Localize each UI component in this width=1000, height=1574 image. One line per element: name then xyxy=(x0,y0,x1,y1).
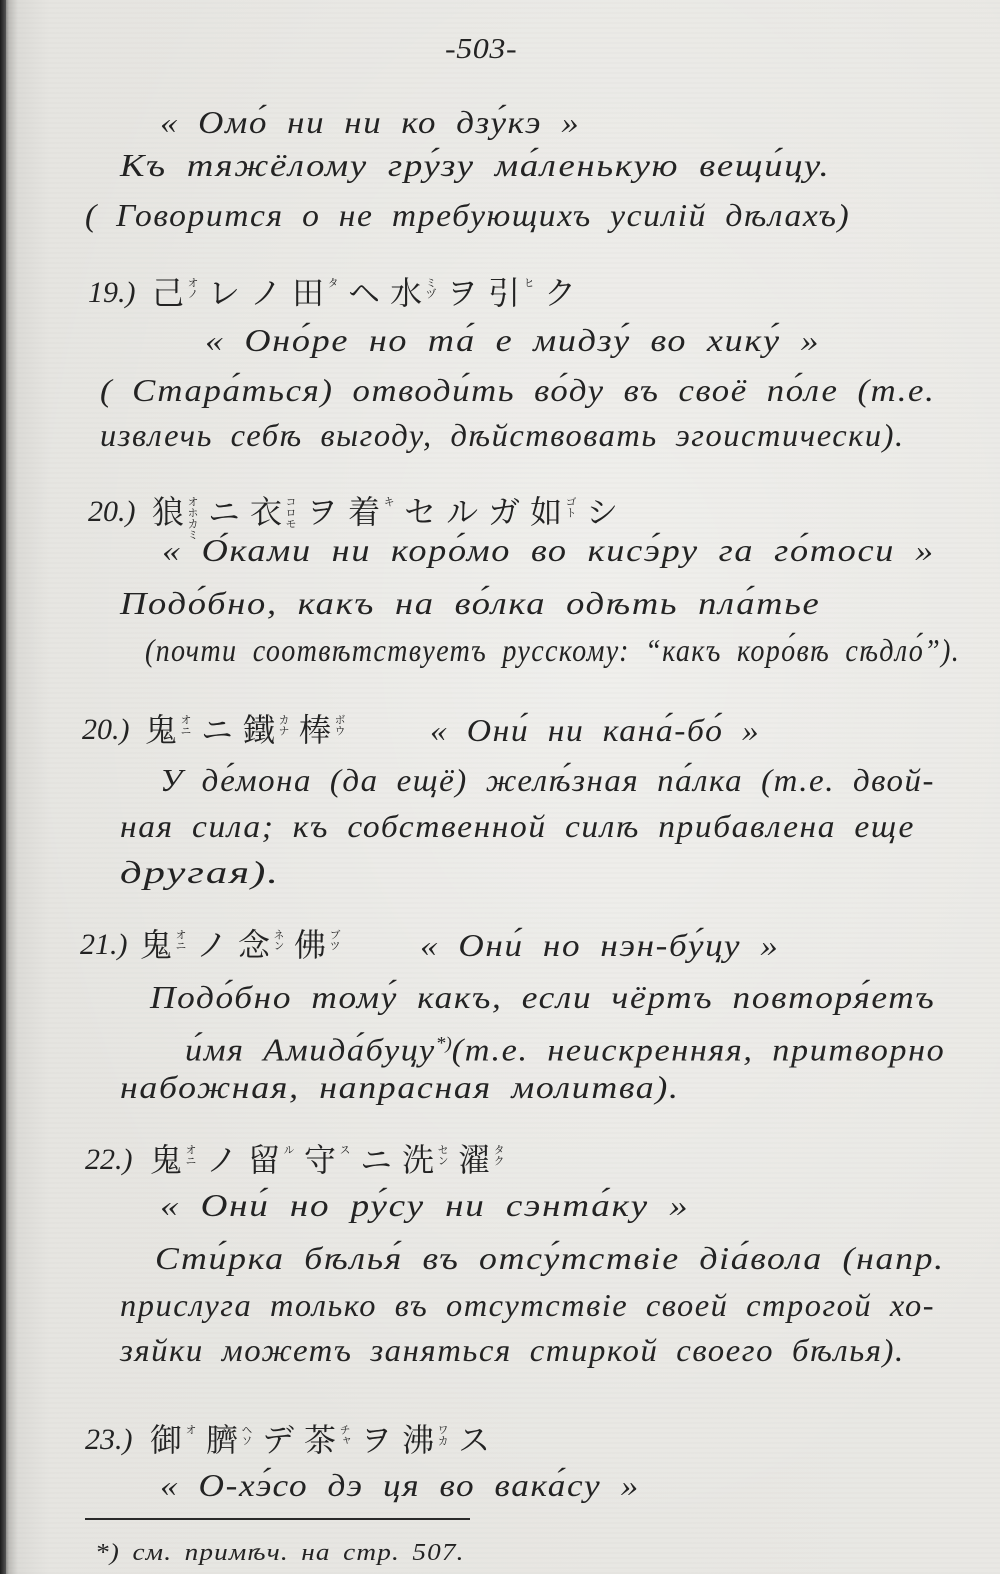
japanese-token xyxy=(402,1140,448,1180)
translation-line: Подо́бно тому́ какъ, если чёртъ повторя́етъ xyxy=(150,979,936,1015)
japanese-glyph: 臍 xyxy=(206,1421,239,1459)
furigana: オニ xyxy=(174,929,188,951)
furigana: オホカミ xyxy=(186,496,200,540)
japanese-token xyxy=(250,273,282,313)
proverb-reading: « О-хэ́со дэ ця во вака́су » xyxy=(160,1467,640,1503)
proverb-reading: « Они́ ни кана́-бо́ » xyxy=(430,712,761,748)
japanese-glyph: 鬼 xyxy=(150,1141,183,1179)
furigana: キ xyxy=(382,496,396,507)
proverb-reading: « Омо́ ни ни ко дзу́кэ » xyxy=(160,104,581,140)
japanese-glyph: 守 xyxy=(304,1141,337,1179)
japanese-token xyxy=(488,273,534,313)
entry-number: 23.) xyxy=(85,1423,133,1456)
translation-line: извлечь себѣ выгоду, дѣйствовать эгоистически). xyxy=(100,417,905,453)
translation-text: и́мя Амида́буцу xyxy=(185,1031,436,1068)
japanese-glyph: ク xyxy=(544,274,577,312)
japanese-glyph: レ xyxy=(208,274,241,312)
japanese-token xyxy=(238,925,284,965)
japanese-glyph: ガ xyxy=(488,493,521,531)
furigana: コロモ xyxy=(284,496,298,529)
furigana: ボウ xyxy=(333,714,347,736)
translation-line: Къ тяжёлому гру́зу ма́ленькую вещи́цу. xyxy=(120,147,831,183)
japanese-token xyxy=(360,1140,392,1180)
japanese-glyph: ニ xyxy=(201,711,234,749)
proverb-reading: « Они́ но ру́су ни сэнта́ку » xyxy=(160,1187,690,1223)
footnote-mark: *) xyxy=(95,1540,120,1566)
translation-line: зяйки можетъ заняться стиркой своего бѣлья). xyxy=(120,1332,905,1368)
japanese-glyph: ヲ xyxy=(446,274,479,312)
translation-line xyxy=(185,1023,945,1070)
japanese-glyph: セ xyxy=(404,493,437,531)
japanese-token xyxy=(243,710,289,750)
footnote-rule xyxy=(85,1518,470,1520)
japanese-token xyxy=(390,273,436,313)
page-number: -503- xyxy=(445,34,518,65)
japanese-glyph: ル xyxy=(446,493,479,531)
japanese-glyph: ノ xyxy=(250,274,283,312)
japanese-token xyxy=(208,492,240,532)
footnote xyxy=(95,1538,465,1568)
furigana: ル xyxy=(282,1144,296,1155)
japanese-proverb xyxy=(140,925,350,985)
furigana: ワカ xyxy=(436,1424,450,1446)
japanese-token xyxy=(206,1140,238,1180)
translation-text: (т.е. неискренняя, притворно xyxy=(451,1031,946,1068)
japanese-token xyxy=(530,492,576,532)
japanese-glyph: 茶 xyxy=(304,1421,337,1459)
japanese-token xyxy=(458,1420,490,1460)
japanese-glyph: ス xyxy=(458,1421,491,1459)
furigana: ゴト xyxy=(564,496,578,518)
japanese-glyph: 衣 xyxy=(250,493,283,531)
japanese-token xyxy=(586,492,618,532)
furigana: ネン xyxy=(272,929,286,951)
translation-line: ная сила; къ собственной силѣ прибавлена еще xyxy=(120,808,915,844)
translation-line: Сти́рка бѣлья́ въ отсу́тствіе діа́вола (напр. xyxy=(155,1240,945,1276)
japanese-glyph: 濯 xyxy=(458,1141,491,1179)
japanese-token xyxy=(150,1140,196,1180)
japanese-glyph: 鐵 xyxy=(243,711,276,749)
japanese-glyph: 着 xyxy=(348,493,381,531)
japanese-token xyxy=(306,492,338,532)
japanese-token xyxy=(446,273,478,313)
entry-number: 19.) xyxy=(88,276,136,309)
furigana: カナ xyxy=(277,714,291,736)
furigana: オ xyxy=(184,1424,198,1435)
furigana: オニ xyxy=(184,1144,198,1166)
japanese-glyph: 狼 xyxy=(152,493,185,531)
japanese-glyph: 田 xyxy=(292,274,325,312)
furigana: ブツ xyxy=(328,929,342,951)
japanese-glyph: ノ xyxy=(206,1141,239,1179)
japanese-token xyxy=(292,273,338,313)
japanese-token xyxy=(208,273,240,313)
japanese-token xyxy=(150,1420,196,1460)
japanese-glyph: 御 xyxy=(150,1421,183,1459)
japanese-glyph: 水 xyxy=(390,274,423,312)
japanese-glyph: 沸 xyxy=(402,1421,435,1459)
japanese-glyph: ヘ xyxy=(348,274,381,312)
translation-line: Подо́бно, какъ на во́лка одѣть пла́тье xyxy=(120,585,821,621)
footnote-text: см. примѣч. на стр. 507. xyxy=(132,1540,465,1566)
japanese-glyph: 己 xyxy=(152,274,185,312)
japanese-token xyxy=(402,1420,448,1460)
japanese-token xyxy=(404,492,436,532)
japanese-glyph: 棒 xyxy=(299,711,332,749)
japanese-glyph: ニ xyxy=(360,1141,393,1179)
japanese-token xyxy=(140,925,186,965)
translation-line: ( Говорится о не требующихъ усилій дѣлахъ) xyxy=(85,197,851,233)
japanese-glyph: シ xyxy=(586,493,619,531)
japanese-glyph: 鬼 xyxy=(145,711,178,749)
translation-line: У де́мона (да ещё) желѣ́зная па́лка (т.е. двой- xyxy=(160,762,935,798)
japanese-token xyxy=(304,1140,350,1180)
japanese-token xyxy=(458,1140,504,1180)
japanese-glyph: ヲ xyxy=(360,1421,393,1459)
japanese-token xyxy=(152,273,198,313)
japanese-glyph: ヲ xyxy=(306,493,339,531)
japanese-glyph: 留 xyxy=(248,1141,281,1179)
japanese-token xyxy=(299,710,345,750)
japanese-token xyxy=(360,1420,392,1460)
japanese-glyph: デ xyxy=(262,1421,295,1459)
translation-line: (почти соотвѣтствуетъ русскому: “какъ коро́вѣ сѣдло́”). xyxy=(145,632,961,668)
translation-line: ( Стара́ться) отводи́ть во́ду въ своё по́ле (т.е. xyxy=(100,372,936,408)
furigana: オノ xyxy=(186,277,200,299)
entry-number: 22.) xyxy=(85,1143,133,1176)
translation-line: другая). xyxy=(120,854,280,890)
proverb-reading: « Оно́ре но та́ е мидзу́ во хику́ » xyxy=(205,322,821,358)
furigana: オニ xyxy=(179,714,193,736)
entry-number: 20.) xyxy=(82,713,130,746)
japanese-token xyxy=(304,1420,350,1460)
translation-line: набожная, напрасная молитва). xyxy=(120,1069,680,1105)
proverb-reading: « О́ками ни коро́мо во кисэ́ру га го́тоси » xyxy=(162,532,935,568)
entry-number: 21.) xyxy=(80,928,128,961)
japanese-token xyxy=(206,1420,252,1460)
furigana: ス xyxy=(338,1144,352,1155)
japanese-glyph: 引 xyxy=(488,274,521,312)
furigana: タク xyxy=(492,1144,506,1166)
japanese-glyph: 佛 xyxy=(294,926,327,964)
japanese-glyph: 如 xyxy=(530,493,563,531)
translation-line: прислуга только въ отсутствіе своей строгой хо- xyxy=(120,1287,936,1323)
furigana: セン xyxy=(436,1144,450,1166)
japanese-glyph: ノ xyxy=(196,926,229,964)
japanese-token xyxy=(348,273,380,313)
proverb-reading: « Они́ но нэн-бу́цу » xyxy=(420,927,780,963)
japanese-token xyxy=(488,492,520,532)
japanese-token xyxy=(196,925,228,965)
japanese-glyph: 鬼 xyxy=(140,926,173,964)
japanese-token xyxy=(201,710,233,750)
japanese-token xyxy=(348,492,394,532)
japanese-glyph: 洗 xyxy=(402,1141,435,1179)
japanese-token xyxy=(544,273,576,313)
japanese-glyph: 念 xyxy=(238,926,271,964)
furigana: タ xyxy=(326,277,340,288)
furigana: ヒ xyxy=(522,277,536,288)
japanese-glyph: ニ xyxy=(208,493,241,531)
japanese-token xyxy=(446,492,478,532)
footnote-marker: *) xyxy=(435,1033,452,1053)
entry-number: 20.) xyxy=(88,495,136,528)
japanese-token xyxy=(250,492,296,532)
japanese-token xyxy=(294,925,340,965)
furigana: ヘソ xyxy=(240,1424,254,1446)
japanese-token xyxy=(248,1140,294,1180)
japanese-token xyxy=(262,1420,294,1460)
furigana: チャ xyxy=(338,1424,352,1446)
page-binding-edge xyxy=(0,0,6,1574)
japanese-token xyxy=(145,710,191,750)
furigana: ミヅ xyxy=(424,277,438,299)
